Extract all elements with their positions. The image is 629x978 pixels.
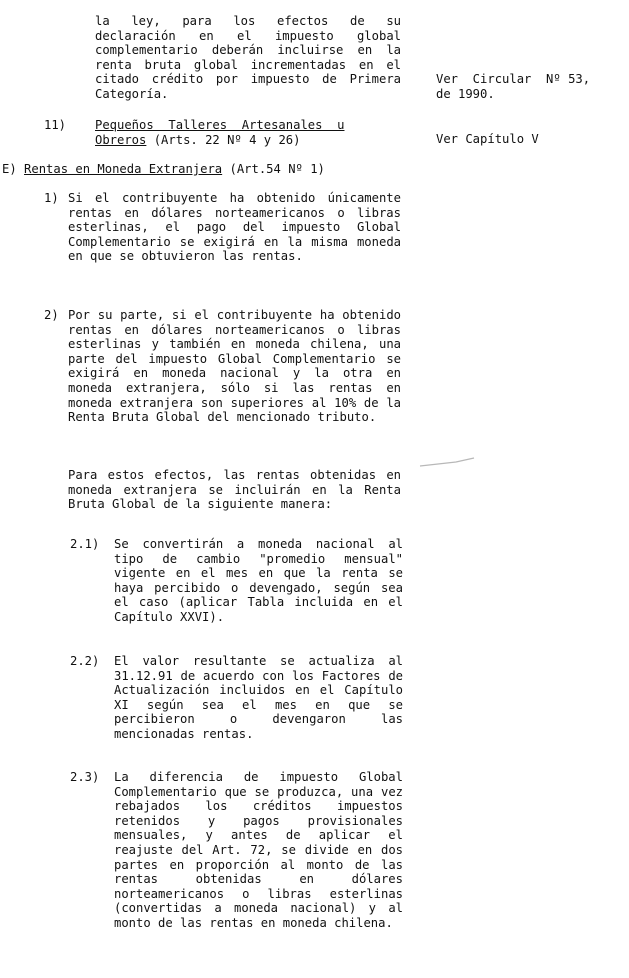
item-11-ref: (Arts. 22 Nº 4 y 26) <box>153 133 301 147</box>
intro-paragraph: la ley, para los efectos de su declaración en el impuesto global complementario deberán incluirse en la renta bruta global incrementadas en el citado crédito por impuesto de Primera Categoría. <box>95 14 401 101</box>
point-2-followup: Para estos efectos, las rentas obtenidas en moneda extranjera se incluirán en la Renta Bruta Global de la siguiente manera: <box>68 468 401 512</box>
section-e-heading <box>2 162 325 177</box>
section-e-letter: E) <box>2 162 17 176</box>
point-2-text: Por su parte, si el contribuyente ha obtenido rentas en dólares norteamericanos o libras esterlinas y también en moneda chilena, una parte del impuesto Global Complementario se exigirá en moneda nacional y la otra en moneda extranjera, sólo si las rentas en moneda extranjera son superiores al 10% de la Renta Bruta Global del mencionado tributo. <box>68 308 401 425</box>
item-11-number: 11) <box>44 118 67 132</box>
sub-2-1-number: 2.1) <box>70 537 100 551</box>
sub-2-2-number: 2.2) <box>70 654 100 668</box>
point-1-text: Si el contribuyente ha obtenido únicamente rentas en dólares norteamericanos o libras esterlinas, el pago del impuesto Global Complementario se exigirá en la misma moneda en que se obtuvieron las rentas. <box>68 191 401 264</box>
sub-2-2-text: El valor resultante se actualiza al 31.12.91 de acuerdo con los Factores de Actualización incluidos en el Capítulo XI según sea el mes en que se percibieron o devengaron las mencionadas rentas. <box>114 654 403 741</box>
point-2-number: 2) <box>44 308 59 322</box>
item-11-title-line2: Obreros <box>95 133 147 147</box>
sub-2-1-text: Se convertirán a moneda nacional al tipo de cambio "promedio mensual" vigente en el mes en que la renta se haya percibido o devengado, según sea el caso (aplicar Tabla incluida en el Capítulo XXVI). <box>114 537 403 624</box>
item-11-line2 <box>95 133 300 148</box>
sub-2-3-number: 2.3) <box>70 770 100 784</box>
side-note-circular-line1: Ver Circular Nº 53, <box>436 72 591 86</box>
sub-2-3-text: La diferencia de impuesto Global Complementario que se produzca, una vez rebajados los créditos impuestos retenidos y pagos provisionales mensuales, y antes de aplicar el reajuste del Art. 72, se divide en dos partes en proporción al monto de las rentas obtenidas en dólares norteamericanos o libras esterlinas (convertidas a moneda nacional) y al monto de las rentas en moneda chilena. <box>114 770 403 930</box>
section-e-title: Rentas en Moneda Extranjera <box>24 162 223 176</box>
side-note-circular-line2: de 1990. <box>436 87 495 101</box>
point-1-number: 1) <box>44 191 59 205</box>
side-note-capitulo: Ver Capítulo V <box>436 132 539 146</box>
section-e-ref: (Art.54 Nº 1) <box>229 162 325 176</box>
scan-artifact-mark <box>418 456 476 468</box>
item-11-title-line1: Pequeños Talleres Artesanales u <box>95 118 345 132</box>
